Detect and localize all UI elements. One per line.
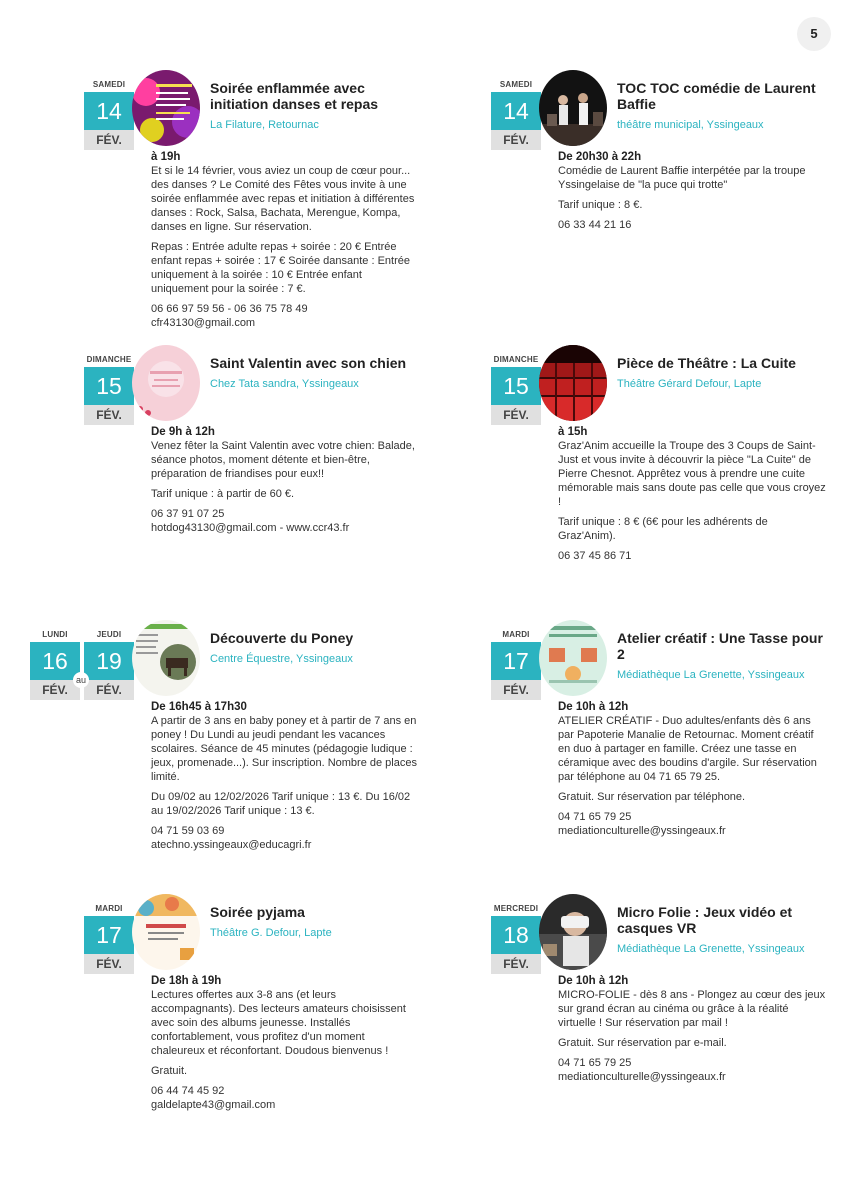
event-title: Atelier créatif : Une Tasse pour 2 <box>617 630 823 662</box>
event-email[interactable]: cfr43130@gmail.com <box>151 317 256 329</box>
event-phone[interactable]: 04 71 65 79 25 <box>558 811 632 823</box>
date-badge <box>84 78 134 150</box>
event-price: Gratuit. <box>151 1065 188 1077</box>
day-number: 16 <box>30 642 80 680</box>
day-number: 17 <box>84 916 134 954</box>
day-label: JEUDI <box>96 630 122 639</box>
event-title: Soirée pyjama <box>210 904 305 920</box>
event-details <box>151 700 421 852</box>
pony-flyer-image <box>132 620 200 696</box>
month-label: FÉV. <box>491 130 541 150</box>
event-details <box>151 150 421 330</box>
day-label: DIMANCHE <box>86 355 132 364</box>
day-number: 14 <box>491 92 541 130</box>
date-badge <box>84 902 134 974</box>
day-label: SAMEDI <box>499 80 533 89</box>
event-card <box>84 345 424 605</box>
page-number: 5 <box>797 17 831 51</box>
event-email[interactable]: mediationculturelle@yssingeaux.fr <box>558 825 726 837</box>
day-label: DIMANCHE <box>493 355 539 364</box>
event-details <box>558 425 828 563</box>
event-venue-link[interactable]: La Filature, Retournac <box>210 119 319 131</box>
month-label: FÉV. <box>84 954 134 974</box>
date-range-joiner: au <box>73 672 89 688</box>
theatre-stage-image <box>539 70 607 146</box>
day-number: 14 <box>84 92 134 130</box>
event-card <box>42 620 424 880</box>
event-description: Comédie de Laurent Baffie interpétée par la troupe Yssingelaise de "la puce qui trotte" <box>558 165 806 191</box>
event-phone[interactable]: 06 33 44 21 16 <box>558 219 632 231</box>
event-card <box>491 70 831 330</box>
event-time: De 10h à 12h <box>558 975 629 987</box>
event-description: Et si le 14 février, vous aviez un coup de cœur pour... des danses ? Le Comité des Fêtes vous invite à une soirée enflammée avec repas et initiation à différentes danses : Rock, Salsa, Bachata, Merengue, Kompa, danses en ligne. Sur réservation. <box>151 165 415 233</box>
event-title: Saint Valentin avec son chien <box>210 355 407 371</box>
day-label: LUNDI <box>42 630 68 639</box>
event-card <box>84 894 424 1154</box>
event-title: TOC TOC comédie de Laurent Baffie <box>617 80 816 112</box>
valentine-flyer-image <box>132 345 200 421</box>
dance-flyer-image <box>132 70 200 146</box>
date-badge <box>491 78 541 150</box>
event-venue-link[interactable]: Théâtre Gérard Defour, Lapte <box>617 378 762 390</box>
mug-flyer-image <box>539 620 607 696</box>
event-description: Graz'Anim accueille la Troupe des 3 Coups de Saint-Just et vous invite à découvrir la pièce "La Cuite" de Pierre Chesnot. Apprêtez vous à prendre une cuite mémorable mais sans doute pas celle que vous croyez ! <box>558 440 826 508</box>
event-price: Gratuit. Sur réservation par e-mail. <box>558 1037 727 1049</box>
event-description: ATELIER CRÉATIF - Duo adultes/enfants dès 6 ans par Papoterie Manalie de Retournac. Moment créatif en duo à partager en famille. Créez une tasse en céramique avec des boudins d'argile. Sur réservation par téléphone au 04 71 65 79 25. <box>558 715 817 783</box>
date-badge-end <box>84 628 134 700</box>
day-label: MARDI <box>502 630 530 639</box>
month-label: FÉV. <box>491 954 541 974</box>
event-title: Découverte du Poney <box>210 630 354 646</box>
event-details <box>151 425 421 535</box>
day-number: 19 <box>84 642 134 680</box>
event-title: Soirée enflammée avec initiation danses et repas <box>210 80 379 112</box>
event-phone[interactable]: 04 71 59 03 69 <box>151 825 225 837</box>
event-description: Venez fêter la Saint Valentin avec votre chien: Balade, séance photos, moment détente et bien-être, préparation de friandises pour eux!! <box>151 440 415 480</box>
event-phone[interactable]: 06 37 45 86 71 <box>558 550 632 562</box>
event-description: Lectures offertes aux 3-8 ans (et leurs accompagnants). Des lecteurs amateurs choisissent avec soin des albums jeunesse. Installés confortablement, vous profitez d'un moment chaleureux et réconfortant. Doudous bienvenus ! <box>151 989 406 1057</box>
event-time: De 10h à 12h <box>558 701 629 713</box>
event-phone[interactable]: 06 66 97 59 56 - 06 36 75 78 49 <box>151 303 308 315</box>
event-details <box>558 150 828 232</box>
event-card <box>491 894 831 1154</box>
event-email[interactable]: mediationculturelle@yssingeaux.fr <box>558 1071 726 1083</box>
date-badge <box>491 628 541 700</box>
month-label: FÉV. <box>491 405 541 425</box>
event-details <box>558 974 828 1084</box>
event-time: à 19h <box>151 151 181 163</box>
vr-headset-image <box>539 894 607 970</box>
date-badge <box>84 353 134 425</box>
event-price: Tarif unique : à partir de 60 €. <box>151 488 295 500</box>
event-time: à 15h <box>558 426 588 438</box>
month-label: FÉV. <box>30 680 80 700</box>
day-number: 15 <box>491 367 541 405</box>
event-time: De 16h45 à 17h30 <box>151 701 247 713</box>
pyjama-flyer-image <box>132 894 200 970</box>
event-venue-link[interactable]: Médiathèque La Grenette, Yssingeaux <box>617 669 805 681</box>
event-time: De 9h à 12h <box>151 426 215 438</box>
month-label: FÉV. <box>84 405 134 425</box>
event-price: Gratuit. Sur réservation par téléphone. <box>558 791 746 803</box>
event-venue-link[interactable]: Théâtre G. Defour, Lapte <box>210 927 332 939</box>
event-email[interactable]: hotdog43130@gmail.com - www.ccr43.fr <box>151 522 350 534</box>
event-details <box>558 700 828 838</box>
event-details <box>151 974 421 1112</box>
event-price: Tarif unique : 8 € (6€ pour les adhérents de Graz'Anim). <box>558 516 768 542</box>
date-badge-start <box>30 628 86 700</box>
event-time: De 20h30 à 22h <box>558 151 642 163</box>
day-number: 15 <box>84 367 134 405</box>
event-venue-link[interactable]: Centre Équestre, Yssingeaux <box>210 653 353 665</box>
event-venue-link[interactable]: théâtre municipal, Yssingeaux <box>617 119 764 131</box>
event-phone[interactable]: 06 44 74 45 92 <box>151 1085 225 1097</box>
day-number: 17 <box>491 642 541 680</box>
event-card <box>84 70 424 330</box>
event-venue-link[interactable]: Chez Tata sandra, Yssingeaux <box>210 378 359 390</box>
event-title: Pièce de Théâtre : La Cuite <box>617 355 796 371</box>
event-email[interactable]: galdelapte43@gmail.com <box>151 1099 276 1111</box>
day-label: SAMEDI <box>92 80 126 89</box>
day-label: MERCREDI <box>493 904 539 913</box>
event-price: Du 09/02 au 12/02/2026 Tarif unique : 13 €. Du 16/02 au 19/02/2026 Tarif unique : 13 €. <box>151 791 411 817</box>
event-description: MICRO-FOLIE - dès 8 ans - Plongez au cœur des jeux sur grand écran au cinéma ou grâce à la réalité virtuelle ! Sur réservation par mail ! <box>558 989 826 1029</box>
event-description: A partir de 3 ans en baby poney et à partir de 7 ans en poney ! Du Lundi au jeudi pendant les vacances scolaires. Séance de 45 minutes (pédagogie ludique : jeux, promenade...). Sur inscription. Nombre de places limité. <box>151 715 417 783</box>
month-label: FÉV. <box>491 680 541 700</box>
event-card <box>491 345 831 605</box>
day-label: MARDI <box>95 904 123 913</box>
event-price: Tarif unique : 8 €. <box>558 199 643 211</box>
event-phone[interactable]: 04 71 65 79 25 <box>558 1057 632 1069</box>
event-price: Repas : Entrée adulte repas + soirée : 20 € Entrée enfant repas + soirée : 17 € Soirée dansante : Entrée uniquement à la soirée : 10 € Entrée enfant uniquement pour la soirée : 7 €. <box>151 241 410 295</box>
date-badge <box>491 902 541 974</box>
month-label: FÉV. <box>84 680 134 700</box>
event-title: Micro Folie : Jeux vidéo et casques VR <box>617 904 793 936</box>
day-number: 18 <box>491 916 541 954</box>
event-time: De 18h à 19h <box>151 975 222 987</box>
event-phone[interactable]: 06 37 91 07 25 <box>151 508 225 520</box>
event-venue-link[interactable]: Médiathèque La Grenette, Yssingeaux <box>617 943 805 955</box>
date-badge <box>491 353 541 425</box>
event-card <box>491 620 831 880</box>
month-label: FÉV. <box>84 130 134 150</box>
red-seats-image <box>539 345 607 421</box>
event-email[interactable]: atechno.yssingeaux@educagri.fr <box>151 839 312 851</box>
